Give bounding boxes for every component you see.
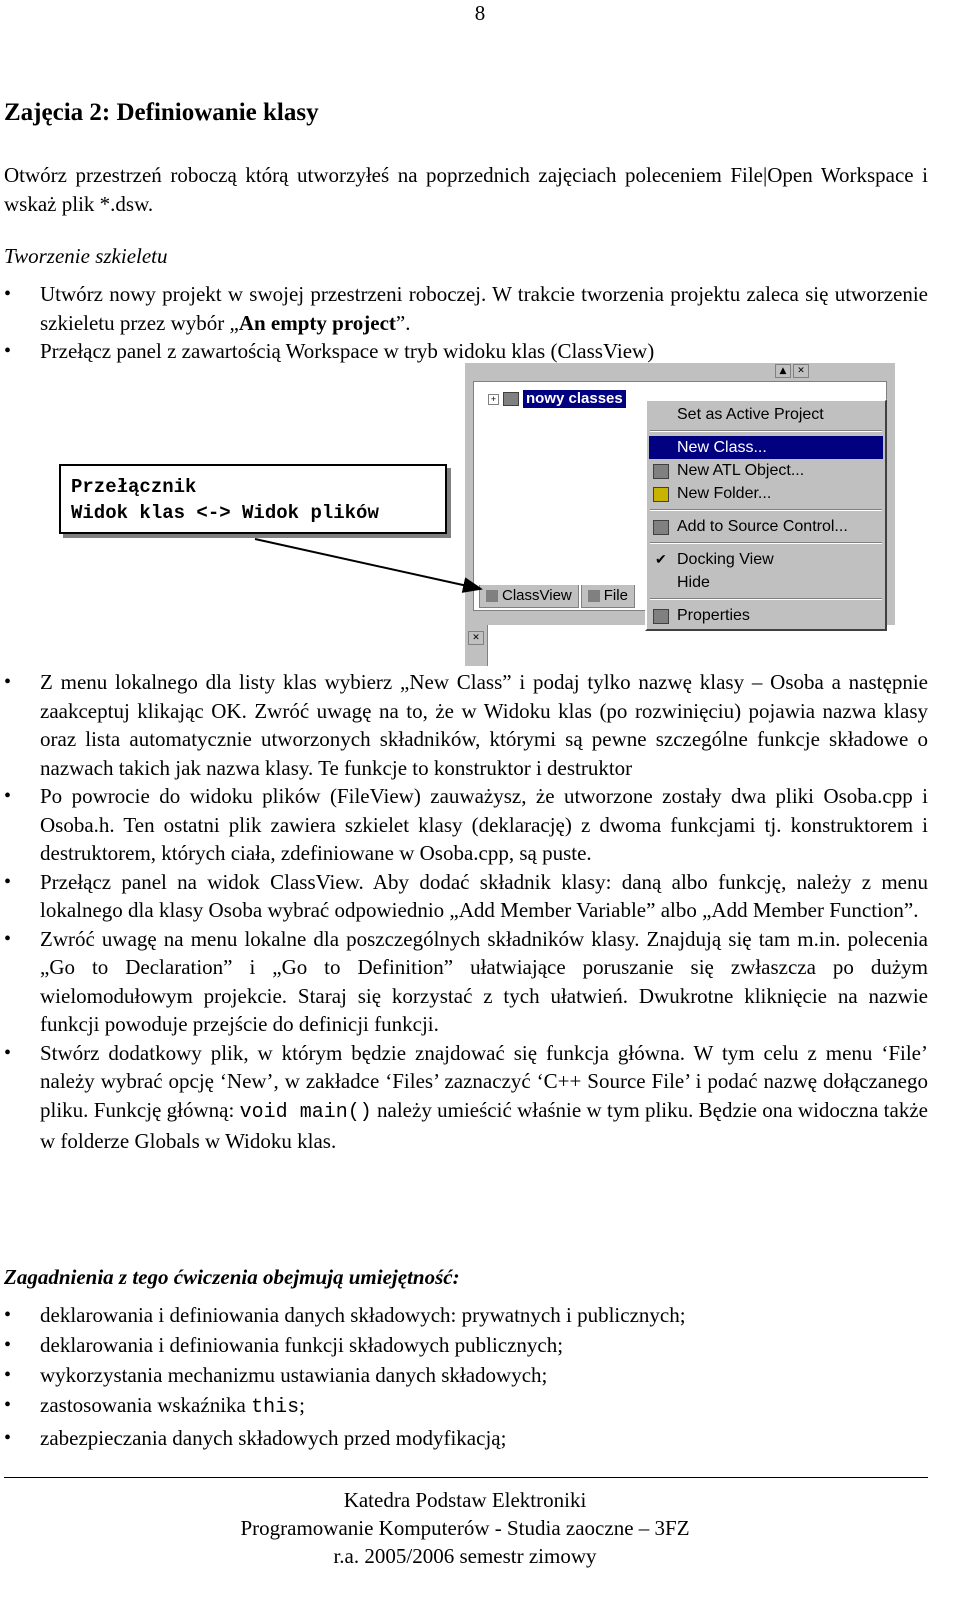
fileview-icon xyxy=(588,590,600,602)
menu-separator xyxy=(650,542,882,544)
footer-divider xyxy=(4,1477,928,1478)
menu-item-label: Add to Source Control... xyxy=(677,518,848,535)
classview-icon xyxy=(486,590,498,602)
page-footer xyxy=(0,1486,930,1570)
tab-classview[interactable] xyxy=(479,585,579,608)
page-title: Zajęcia 2: Definiowanie klasy xyxy=(4,99,319,126)
bullet-text: Stwórz dodatkowy plik, w którym będzie znajdować się funkcja główna. W tym celu z menu ‘File’ należy wybrać opcję ‘New’, w zakładce ‘Files’ zaznaczyć ‘C++ Source File’ i podać nazwę dołączanego pliku. Funkcję główną: xyxy=(40,1040,928,1122)
bullet-text: ”. xyxy=(395,310,411,335)
callout-line: Widok klas <-> Widok plików xyxy=(71,502,379,524)
list-item: • Przełącz panel na widok ClassView. Aby dodać składnik klasy: daną albo funkcję, należy z menu lokalnego dla klasy Osoba wybrać odpowiednio „Add Member Variable” albo „Add Member Function”. xyxy=(0,868,928,925)
menu-item-properties[interactable] xyxy=(647,604,885,627)
code-snippet: this xyxy=(251,1396,300,1419)
menu-item-label: New Folder... xyxy=(677,485,772,502)
tab-label: File xyxy=(603,586,628,604)
minimize-icon[interactable]: ▲ xyxy=(775,364,791,378)
check-icon: ✔ xyxy=(655,551,667,567)
list-item: • deklarowania i definiowania danych składowych: prywatnych i publicznych; xyxy=(0,1300,928,1330)
bullet-text: ; xyxy=(299,1393,305,1417)
list-item: • deklarowania i definiowania funkcji składowych publicznych; xyxy=(0,1330,928,1360)
tab-label: ClassView xyxy=(502,586,572,604)
list-item xyxy=(0,337,928,366)
menu-item-label: New ATL Object... xyxy=(677,462,805,479)
list-item xyxy=(0,1039,928,1156)
tree-node-label: nowy classes xyxy=(523,390,626,408)
window-buttons xyxy=(775,364,809,378)
menu-item-add-to-source-control[interactable] xyxy=(647,515,885,538)
properties-icon xyxy=(653,609,669,624)
footer-line: Katedra Podstaw Elektroniki xyxy=(343,1488,587,1512)
menu-item-label: Properties xyxy=(677,607,750,624)
bullet-text: zastosowania wskaźnika xyxy=(40,1393,252,1417)
list-item: • Po powrocie do widoku plików (FileView) zauważysz, że utworzone zostały dwa pliki Osoba.cpp i Osoba.h. Ten ostatni plik zawiera szkielet klasy (deklarację) z dwoma funkcjami tj. konstruktorem i destruktorem, których ciała, zdefiniowane w Osoba.cpp, są puste. xyxy=(0,782,928,868)
bullet-text: należy umieścić właśnie w tym pliku. Będzie ona widoczna także w folderze Globals w Widoku klas. xyxy=(40,1097,928,1153)
list-item: • zabezpieczania danych składowych przed modyfikacją; xyxy=(0,1423,928,1453)
list-item xyxy=(0,280,928,337)
footer-line: r.a. 2005/2006 semestr zimowy xyxy=(333,1544,597,1568)
section-heading-skeleton: Tworzenie szkieletu xyxy=(4,244,168,268)
menu-item-label: Docking View xyxy=(677,551,774,568)
page-number: 8 xyxy=(474,1,486,25)
list-item: • Z menu lokalnego dla listy klas wybierz „New Class” i podaj tylko nazwę klasy – Osoba a następnie zaakceptuj klikając OK. Zwróć uwagę na to, że w Widoku klas (po rozwinięciu) pojawia nazwa klasy oraz lista automatycznie utworzonych składników, którymi są pewne szczególne funkcje składowe o nazwach takich jak nazwa klasy. Te funkcje to konstruktor i destruktor xyxy=(0,668,928,782)
classview-screenshot-figure xyxy=(55,363,895,666)
bullet-text: Przełącz panel z zawartością Workspace w tryb widoku klas (ClassView) xyxy=(40,339,655,363)
close-icon[interactable]: ✕ xyxy=(468,631,484,645)
code-snippet: void main() xyxy=(239,1100,372,1124)
skills-list xyxy=(0,1300,928,1453)
bullet-text: Utwórz nowy projekt w swojej przestrzeni roboczej. W trakcie tworzenia projektu zaleca się utworzenie szkieletu przez wybór „ xyxy=(40,282,928,335)
intro-paragraph: Otwórz przestrzeń roboczą którą utworzyłeś na poprzednich zajęciach poleceniem File|Open Workspace i wskaż plik *.dsw. xyxy=(4,163,928,216)
menu-item-docking-view[interactable] xyxy=(647,548,885,571)
workspace-tabs xyxy=(479,585,635,608)
menu-item-set-active-project[interactable]: Set as Active Project xyxy=(677,406,824,423)
menu-separator xyxy=(650,509,882,511)
menu-item-new-class[interactable]: New Class... xyxy=(649,436,883,459)
bullet-list-top xyxy=(0,280,928,366)
arrow-line xyxy=(255,539,481,589)
context-menu xyxy=(645,399,887,631)
empty-project-label: An empty project xyxy=(238,310,396,335)
list-item xyxy=(0,1390,928,1423)
classes-folder-icon xyxy=(503,392,519,406)
menu-item-hide[interactable]: Hide xyxy=(677,574,710,591)
menu-separator xyxy=(650,430,882,432)
close-icon[interactable]: ✕ xyxy=(793,364,809,378)
section-heading-skills: Zagadnienia z tego ćwiczenia obejmują umiejętność: xyxy=(4,1265,460,1289)
expand-plus-icon[interactable]: + xyxy=(488,394,499,405)
list-item: • wykorzystania mechanizmu ustawiania danych składowych; xyxy=(0,1360,928,1390)
menu-item-new-atl-object[interactable] xyxy=(647,459,885,482)
tree-node-project[interactable] xyxy=(488,390,626,408)
tab-fileview[interactable] xyxy=(581,585,635,608)
lower-pane-strip xyxy=(465,625,488,666)
bullet-list-main xyxy=(0,668,928,1156)
callout-line: Przełącznik xyxy=(71,476,197,498)
switch-callout-box xyxy=(59,464,447,534)
menu-item-new-folder[interactable] xyxy=(647,482,885,505)
source-control-icon xyxy=(653,520,669,535)
list-item: • Zwróć uwagę na menu lokalne dla poszczególnych składników klasy. Znajdują się tam m.in. polecenia „Go to Declaration” i „Go to Definition” ułatwiające poruszanie się zwłaszcza po dużym wielomodułowym projekcie. Staraj się korzystać z tych ułatwień. Dwukrotne kliknięcie na nazwie funkcji powoduje przejście do definicji funkcji. xyxy=(0,925,928,1039)
menu-separator xyxy=(650,598,882,600)
atl-object-icon xyxy=(653,464,669,479)
footer-line: Programowanie Komputerów - Studia zaoczne – 3FZ xyxy=(240,1516,690,1540)
new-folder-icon xyxy=(653,487,669,502)
